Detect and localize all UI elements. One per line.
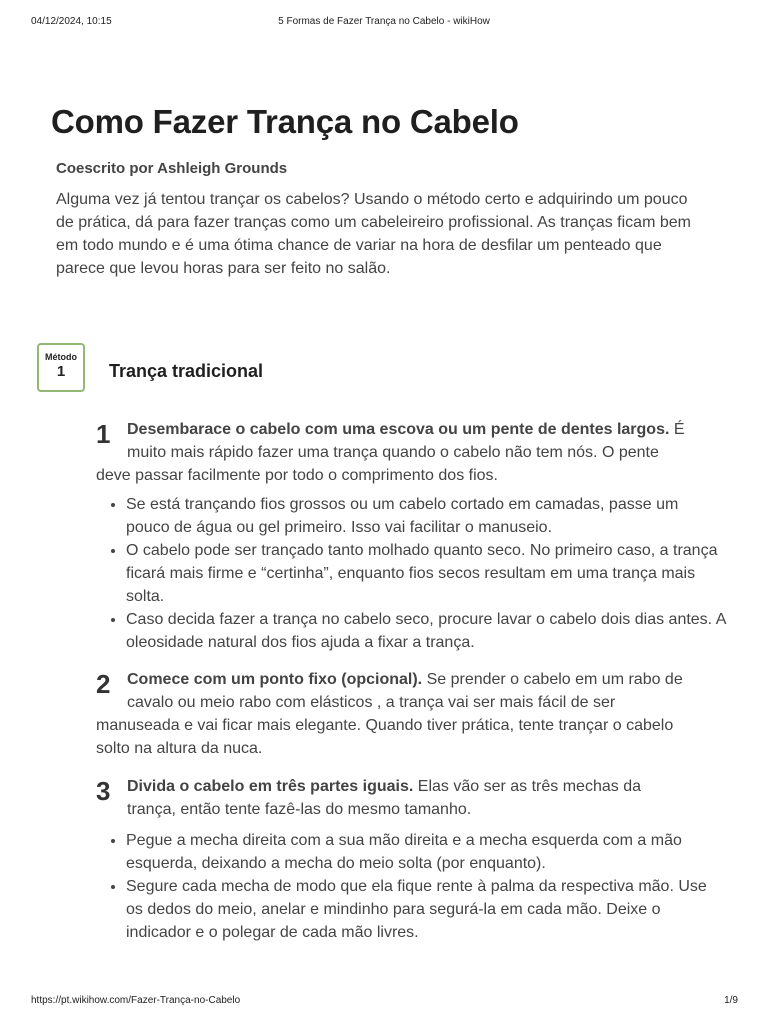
step-3-bullets: [96, 829, 726, 944]
article-byline: Coescrito por Ashleigh Grounds: [56, 160, 288, 177]
step-3: [96, 775, 686, 821]
step-1-bullets: [96, 493, 726, 654]
list-item: • Pegue a mecha direita com a sua mão direita e a mecha esquerda com a mão esquerda, deixando a mecha do meio solta (por enquanto).: [126, 829, 726, 875]
method-title: Trança tradicional: [109, 361, 264, 381]
method-badge: [37, 343, 85, 392]
step-1: [96, 418, 686, 487]
step-text: Se prender o cabelo em um rabo de cavalo ou meio rabo com elásticos , a trança vai ser mais fácil de ser manuseada e vai ficar mais elegante. Quando tiver prática, tente trançar o cabelo solto na altura da nuca.: [96, 671, 683, 757]
step-text: É muito mais rápido fazer uma trança quando o cabelo não tem nós. O pente deve passar facilmente por todo o comprimento dos fios.: [96, 421, 685, 484]
step-text: Elas vão ser as três mechas da trança, então tente fazê-las do mesmo tamanho.: [127, 778, 641, 818]
print-page-title: 5 Formas de Fazer Trança no Cabelo - wikiHow: [278, 16, 490, 27]
step-number: 1: [96, 419, 111, 449]
list-item: • Caso decida fazer a trança no cabelo seco, procure lavar o cabelo dois dias antes. A oleosidade natural dos fios ajuda a fixar a trança.: [126, 608, 726, 654]
print-page-counter: 1/9: [724, 995, 738, 1006]
step-2: [96, 668, 686, 760]
step-heading: Divida o cabelo em três partes iguais.: [127, 778, 414, 795]
step-heading: Comece com um ponto fixo (opcional).: [127, 671, 423, 688]
list-item: • Segure cada mecha de modo que ela fique rente à palma da respectiva mão. Use os dedos do meio, anelar e mindinho para segurá-la em cada mão. Deixe o indicador e o polegar de cada mão livres.: [126, 875, 726, 944]
step-number: 2: [96, 669, 111, 699]
article-title: Como Fazer Trança no Cabelo: [51, 103, 519, 140]
method-number: 1: [56, 363, 66, 380]
list-item: • O cabelo pode ser trançado tanto molhado quanto seco. No primeiro caso, a trança ficará mais firme e “certinha”, enquanto fios secos resultam em uma trança mais solta.: [126, 539, 726, 608]
method-label: Método: [45, 352, 77, 362]
print-datetime: 04/12/2024, 10:15: [31, 16, 112, 27]
print-url: https://pt.wikihow.com/Fazer-Trança-no-Cabelo: [31, 995, 241, 1006]
article-intro: Alguma vez já tentou trançar os cabelos? Usando o método certo e adquirindo um pouco de prática, dá para fazer tranças como um cabeleireiro profissional. As tranças ficam bem em todo mundo e é uma ótima chance de variar na hora de desfilar um penteado que parece que levou horas para ser feito no salão.: [56, 191, 691, 277]
step-number: 3: [96, 776, 111, 806]
step-heading: Desembarace o cabelo com uma escova ou um pente de dentes largos.: [127, 421, 670, 438]
list-item: • Se está trançando fios grossos ou um cabelo cortado em camadas, passe um pouco de água ou gel primeiro. Isso vai facilitar o manuseio.: [126, 493, 726, 539]
